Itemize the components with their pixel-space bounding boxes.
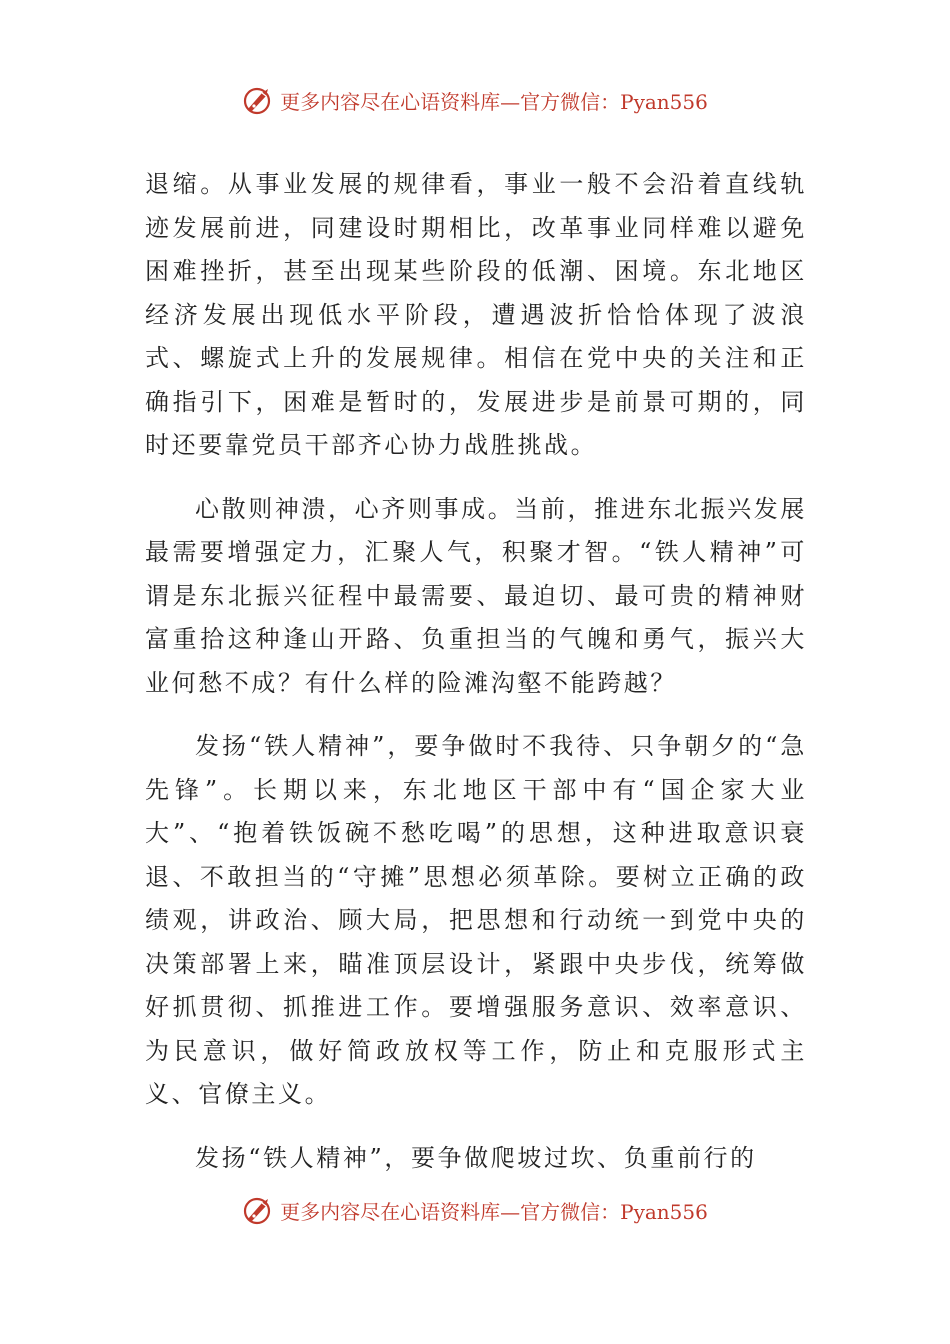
footer-banner: [0, 1190, 950, 1230]
paragraph-1: 退缩。从事业发展的规律看，事业一般不会沿着直线轨迹发展前进，同建设时期相比，改革事业同样难以避免困难挫折，甚至出现某些阶段的低潮、困境。东北地区经济发展出现低水平阶段，遭遇波折恰恰体现了波浪式、螺旋式上升的发展规律。相信在党中央的关注和正确指引下，困难是暂时的，发展进步是前景可期的，同时还要靠党员干部齐心协力战胜挑战。: [145, 170, 807, 459]
document-body: [145, 163, 807, 1200]
footer-banner-text: 更多内容尽在心语资料库—官方微信：Pyan556: [280, 1199, 708, 1224]
paragraph-3: 发扬“铁人精神”，要争做时不我待、只争朝夕的“急先锋”。长期以来，东北地区干部中有“国企家大业大”、“抱着铁饭碗不愁吃喝”的思想，这种进取意识衰退、不敢担当的“守摊”思想必须革除。要树立正确的政绩观，讲政治、顾大局，把思想和行动统一到党中央的决策部署上来，瞄准顶层设计，紧跟中央步伐，统筹做好抓贯彻、抓推进工作。要增强服务意识、效率意识、为民意识，做好简政放权等工作，防止和克服形式主义、官僚主义。: [145, 732, 807, 1108]
paragraph-2: 心散则神溃，心齐则事成。当前，推进东北振兴发展最需要增强定力，汇聚人气，积聚才智。“铁人精神”可谓是东北振兴征程中最需要、最迫切、最可贵的精神财富重拾这种逢山开路、负重担当的气魄和勇气，振兴大业何愁不成？有什么样的险滩沟壑不能跨越？: [145, 494, 807, 697]
header-banner: [0, 80, 950, 120]
pen-nib-logo-icon: [242, 1193, 276, 1227]
header-banner-text: 更多内容尽在心语资料库—官方微信：Pyan556: [280, 89, 708, 114]
pen-nib-logo-icon: [242, 83, 276, 117]
paragraph-4: 发扬“铁人精神”，要争做爬坡过坎、负重前行的: [195, 1143, 757, 1172]
